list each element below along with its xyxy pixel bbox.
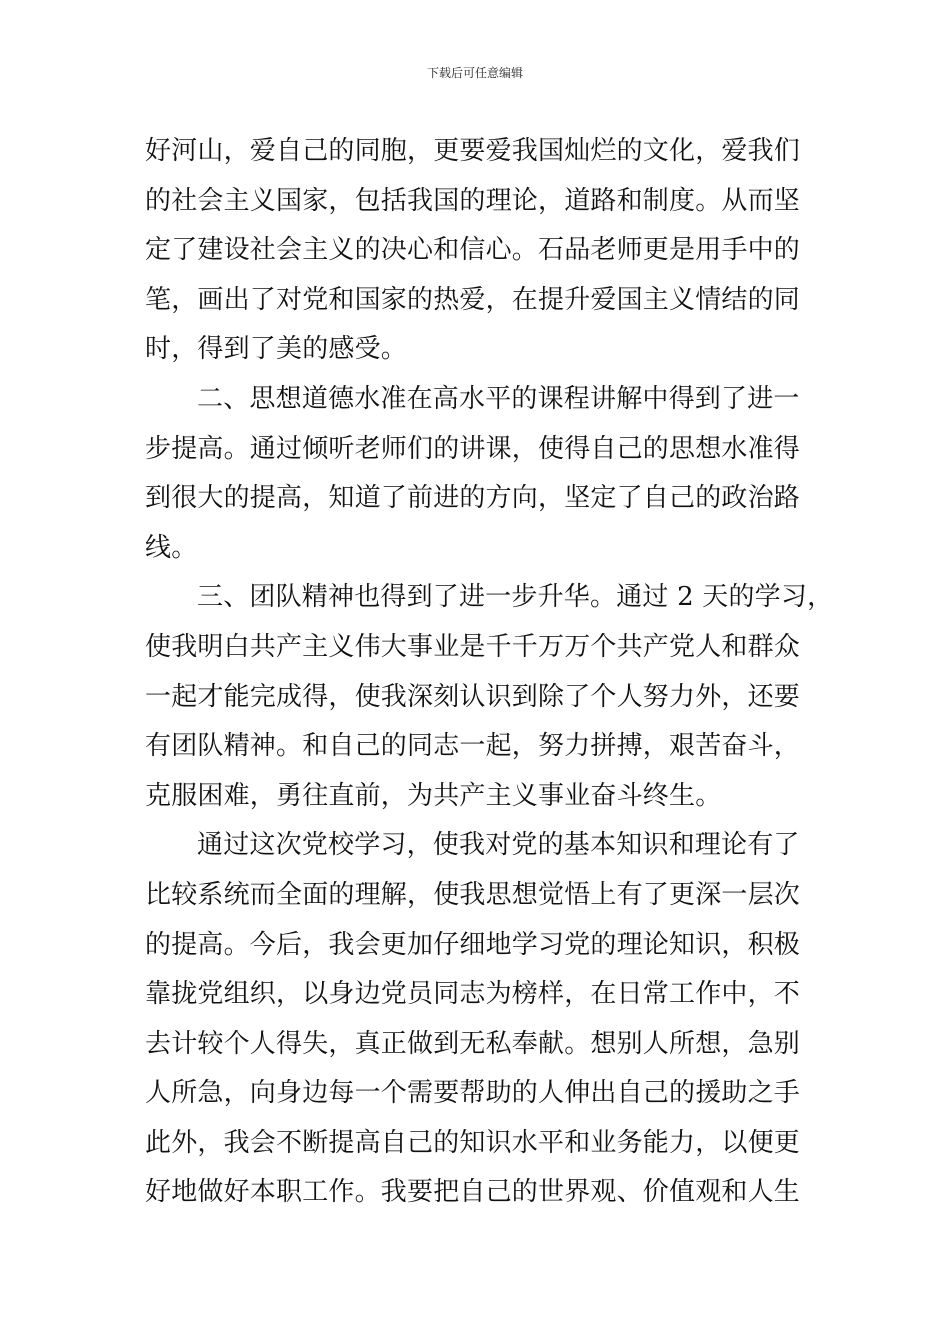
paragraph-start-line: 二、思想道德水准在高水平的课程讲解中得到了进一	[197, 383, 800, 414]
text-line: 比较系统而全面的理解，使我思想觉悟上有了更深一层次	[145, 879, 801, 910]
paragraph-start-line: 三、团队精神也得到了进一步升华。通过 2 天的学习，	[197, 582, 834, 613]
text-line: 去计较个人得失，真正做到无私奉献。想别人所想，急别	[145, 1028, 801, 1059]
text-line: 的提高。今后，我会更加仔细地学习党的理论知识，积极	[145, 929, 801, 960]
text-line: 靠拢党组织，以身边党员同志为榜样，在日常工作中，不	[145, 979, 801, 1010]
text-line: 此外，我会不断提高自己的知识水平和业务能力，以便更	[145, 1127, 801, 1158]
paragraph-start-line: 通过这次党校学习，使我对党的基本知识和理论有了	[197, 830, 800, 861]
text-line: 人所急，向身边每一个需要帮助的人伸出自己的援助之手	[145, 1078, 801, 1109]
text-line: 线。	[145, 532, 198, 563]
text-line: 有团队精神。和自己的同志一起，努力拼搏，艰苦奋斗，	[145, 731, 801, 762]
text-line: 好河山，爱自己的同胞，更要爱我国灿烂的文化，爱我们	[145, 136, 801, 166]
text-line: 的社会主义国家，包括我国的理论，道路和制度。从而坚	[145, 185, 801, 216]
text-line: 定了建设社会主义的决心和信心。石品老师更是用手中的	[145, 235, 801, 266]
text-line: 克服困难，勇往直前，为共产主义事业奋斗终生。	[145, 780, 722, 811]
text-line: 使我明白共产主义伟大事业是千千万万个共产党人和群众	[145, 631, 801, 662]
text-line: 笔，画出了对党和国家的热爱，在提升爱国主义情结的同	[145, 284, 801, 315]
text-line: 时，得到了美的感受。	[145, 334, 408, 365]
page-header-watermark: 下载后可任意编辑	[426, 66, 523, 80]
text-line: 到很大的提高，知道了前进的方向，坚定了自己的政治路	[145, 483, 801, 514]
document-body	[145, 127, 834, 1218]
text-line: 一起才能完成得，使我深刻认识到除了个人努力外，还要	[145, 681, 801, 712]
text-line: 好地做好本职工作。我要把自己的世界观、价值观和人生	[145, 1177, 801, 1208]
text-line: 步提高。通过倾听老师们的讲课，使得自己的思想水准得	[145, 433, 801, 464]
